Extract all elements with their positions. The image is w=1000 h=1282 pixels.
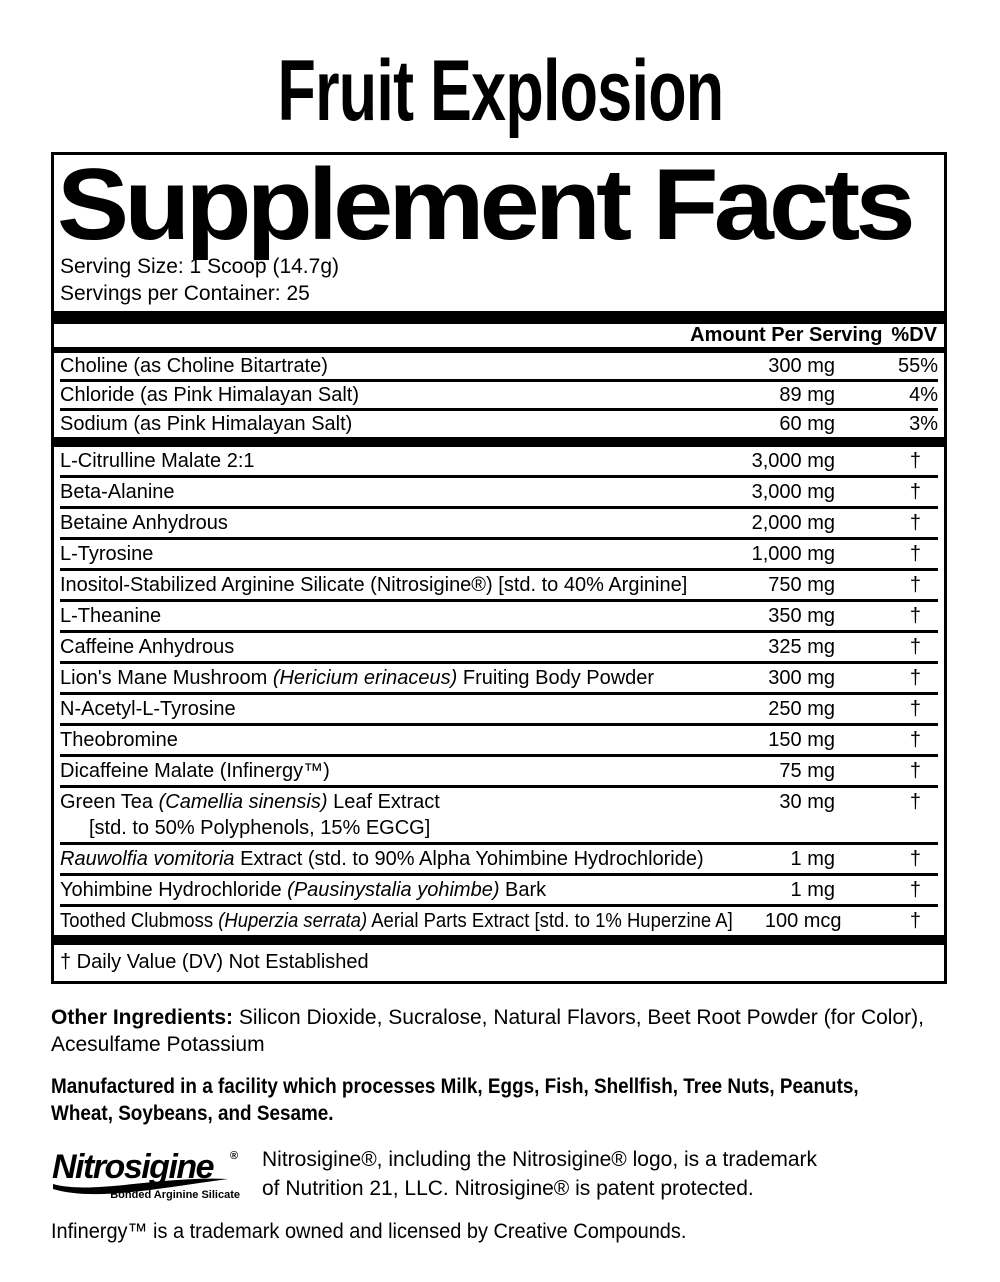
row-ingredient-name: Lion's Mane Mushroom (Hericium erinaceus) Fruiting Body Powder: [60, 667, 655, 689]
other-ingredients: [51, 1004, 986, 1058]
row-dv: †: [909, 543, 921, 565]
row-dv: †: [909, 848, 921, 870]
table-row: [60, 633, 938, 664]
row-ingredient-name: Dicaffeine Malate (Infinergy™): [60, 760, 330, 782]
row-dv: †: [909, 760, 921, 782]
other-ingredients-text: Silicon Dioxide, Sucralose, Natural Flavors, Beet Root Powder (for Color), Acesulfame Potassium: [51, 1006, 924, 1056]
col-dv: %DV: [891, 324, 937, 346]
divider-before-footnote: [54, 935, 944, 945]
table-row: [60, 571, 938, 602]
row-dv: †: [909, 910, 921, 932]
row-dv: †: [909, 698, 921, 720]
supplement-facts-panel: [51, 149, 947, 984]
panel-title: Supplement Facts: [57, 149, 911, 261]
row-dv: †: [909, 605, 921, 627]
row-dv: †: [909, 879, 921, 901]
active-ingredient-rows: [54, 447, 944, 935]
row-ingredient-name: N-Acetyl-L-Tyrosine: [60, 698, 236, 720]
table-row: [60, 411, 938, 437]
row-amount: 300 mg: [768, 355, 835, 377]
nitrosigine-logo: [50, 1143, 248, 1201]
row-amount: 325 mg: [768, 636, 835, 658]
col-amount-per-serving: Amount Per Serving: [690, 324, 883, 346]
table-row: [60, 695, 938, 726]
row-amount: 350 mg: [768, 605, 835, 627]
row-amount: 3,000 mg: [751, 450, 835, 472]
row-dv: 55%: [897, 355, 938, 377]
table-row: [60, 540, 938, 571]
infinergy-trademark-note: Infinergy™ is a trademark owned and licensed by Creative Compounds.: [51, 1220, 687, 1243]
row-amount: 750 mg: [768, 574, 835, 596]
row-amount: 2,000 mg: [751, 512, 835, 534]
table-row: [60, 876, 938, 907]
row-amount: 300 mg: [768, 667, 835, 689]
table-row: [60, 509, 938, 540]
row-dv: †: [909, 574, 921, 596]
row-dv: 4%: [909, 384, 938, 406]
row-amount: 250 mg: [768, 698, 835, 720]
other-ingredients-label: Other Ingredients:: [51, 1006, 234, 1029]
row-dv: †: [909, 512, 921, 534]
table-row: [60, 757, 938, 788]
table-row: [60, 382, 938, 411]
row-ingredient-name: L-Citrulline Malate 2:1: [60, 450, 255, 472]
row-dv: †: [909, 481, 921, 503]
row-ingredient-name: Inositol-Stabilized Arginine Silicate (Nitrosigine®) [std. to 40% Arginine]: [60, 574, 688, 596]
table-row: [60, 353, 938, 382]
product-title-wrap: [0, 43, 1000, 139]
row-ingredient-name: Theobromine: [60, 729, 178, 751]
nitrosigine-block: [50, 1143, 1000, 1203]
row-ingredient-name: Chloride (as Pink Himalayan Salt): [60, 384, 360, 406]
row-ingredient-name: Caffeine Anhydrous: [60, 636, 235, 658]
row-ingredient-name: Sodium (as Pink Himalayan Salt): [60, 413, 353, 435]
row-ingredient-name: Green Tea (Camellia sinensis) Leaf Extract [std. to 50% Polyphenols, 15% EGCG]: [60, 789, 717, 841]
row-amount: 1,000 mg: [751, 543, 835, 565]
row-dv: †: [909, 636, 921, 658]
row-amount: 75 mg: [779, 760, 835, 782]
row-amount: 30 mg: [779, 791, 835, 813]
row-ingredient-name: L-Theanine: [60, 605, 162, 627]
row-amount: 150 mg: [768, 729, 835, 751]
mineral-rows: [54, 353, 944, 437]
row-ingredient-name: Beta-Alanine: [60, 481, 175, 503]
table-row: [60, 845, 938, 876]
serving-size: Serving Size: 1 Scoop (14.7g): [60, 255, 339, 278]
row-amount: 100 mcg: [764, 910, 842, 932]
row-amount: 60 mg: [779, 413, 835, 435]
table-row: [60, 907, 938, 935]
row-dv: †: [909, 667, 921, 689]
serving-info: [60, 253, 938, 307]
row-standardization-note: [std. to 50% Polyphenols, 15% EGCG]: [89, 817, 431, 839]
row-amount: 1 mg: [790, 848, 835, 870]
row-amount: 3,000 mg: [751, 481, 835, 503]
row-ingredient-name: Rauwolfia vomitoria Extract (std. to 90% Alpha Yohimbine Hydrochloride): [60, 848, 704, 870]
table-row: [60, 664, 938, 695]
row-ingredient-name: Betaine Anhydrous: [60, 512, 228, 534]
table-row: [60, 478, 938, 509]
table-row: [60, 602, 938, 633]
registered-trademark-icon: ®: [230, 1150, 239, 1162]
row-ingredient-name: Choline (as Choline Bitartrate): [60, 355, 328, 377]
allergen-statement: Manufactured in a facility which processes Milk, Eggs, Fish, Shellfish, Tree Nuts, Peanuts, Wheat, Soybeans, and Sesame.: [51, 1075, 859, 1125]
column-headers: [54, 324, 944, 347]
product-title: Fruit Explosion: [277, 43, 723, 139]
table-row: [60, 788, 938, 845]
row-dv: †: [909, 791, 921, 813]
divider-after-minerals: [54, 437, 944, 447]
nitrosigine-trademark-note: Nitrosigine®, including the Nitrosigine® logo, is a trademark of Nutrition 21, LLC. Nitrosigine® is patent protected.: [262, 1148, 818, 1200]
dv-footnote: † Daily Value (DV) Not Established: [60, 951, 369, 973]
servings-per-container: Servings per Container: 25: [60, 282, 310, 305]
logo-tagline: Bonded Arginine Silicate: [110, 1189, 240, 1201]
table-row: [60, 726, 938, 757]
row-ingredient-name: L-Tyrosine: [60, 543, 154, 565]
row-ingredient-name: Yohimbine Hydrochloride (Pausinystalia yohimbe) Bark: [60, 879, 547, 901]
nitrosigine-logo-text: Nitrosigine: [52, 1148, 214, 1186]
row-dv: †: [909, 450, 921, 472]
divider-thick-top: [54, 311, 944, 324]
row-amount: 1 mg: [790, 879, 835, 901]
row-ingredient-name: Toothed Clubmoss (Huperzia serrata) Aerial Parts Extract [std. to 1% Huperzine A]: [60, 910, 733, 932]
row-dv: †: [909, 729, 921, 751]
table-row: [60, 447, 938, 478]
row-amount: 89 mg: [779, 384, 835, 406]
row-dv: 3%: [909, 413, 938, 435]
